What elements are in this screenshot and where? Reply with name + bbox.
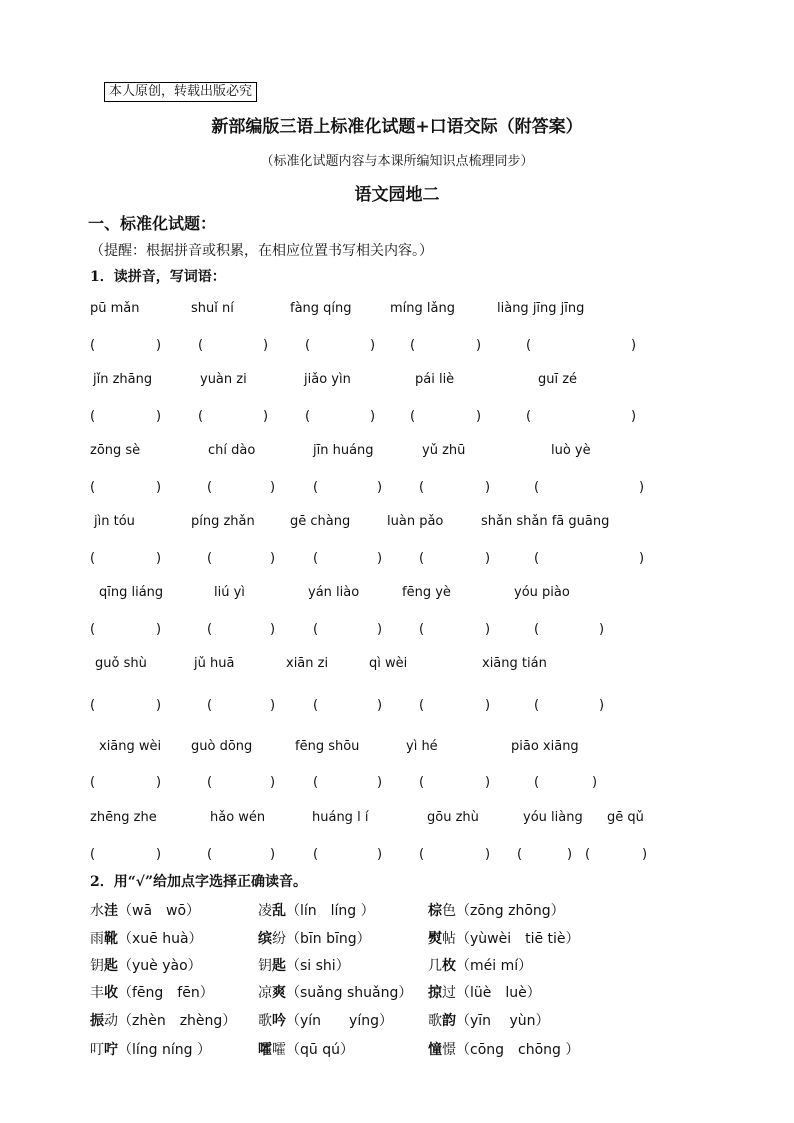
reading-options: （lüè luè） [456,985,541,1001]
answer-bracket-open: ( [585,847,591,862]
word-char: 叮 [90,1042,104,1058]
dotted-char: 匙 [272,958,286,974]
word-char: 歌 [258,1013,272,1029]
answer-bracket-open: ( [313,551,319,566]
pinyin-prompt: guǒ shù [95,656,147,671]
answer-bracket-close: ) [270,622,276,637]
word-item [258,900,375,920]
answer-bracket-open: ( [207,847,213,862]
pinyin-prompt: guī zé [538,372,578,387]
word-char: 动 [104,1013,118,1029]
answer-bracket-close: ) [377,847,383,862]
word-char: 丰 [90,985,104,1001]
word-item [90,1010,236,1030]
word-item [258,1010,393,1030]
answer-bracket-close: ) [485,847,491,862]
answer-bracket-close: ) [156,551,162,566]
pinyin-prompt: pū mǎn [90,301,140,316]
pinyin-prompt: xiāng tián [482,656,547,671]
answer-bracket-close: ) [377,698,383,713]
word-item [428,955,532,975]
answer-bracket-close: ) [377,775,383,790]
dotted-char: 咛 [104,1042,118,1058]
dotted-char: 收 [104,985,118,1001]
answer-bracket-open: ( [313,622,319,637]
dotted-char: 韵 [442,1013,456,1029]
question-1-label: 1．读拼音，写词语： [90,269,226,285]
answer-bracket-open: ( [90,338,96,353]
dotted-char: 匙 [104,958,118,974]
reading-options: （zōng zhōng） [456,903,565,919]
answer-bracket-open: ( [419,847,425,862]
answer-bracket-open: ( [90,847,96,862]
pinyin-prompt: luàn pǎo [387,514,444,529]
answer-bracket-close: ) [567,847,573,862]
dotted-char: 吟 [272,1013,286,1029]
answer-bracket-open: ( [313,847,319,862]
word-char: 帖 [442,931,456,947]
answer-bracket-open: ( [313,480,319,495]
dotted-char: 爽 [272,985,286,1001]
pinyin-prompt: gē qǔ [607,810,644,825]
word-char: 钥 [258,958,272,974]
reading-options: （qū qú） [286,1042,354,1058]
answer-bracket-open: ( [517,847,523,862]
word-item [258,982,412,1002]
pinyin-prompt: gē chàng [290,514,351,529]
pinyin-prompt: zōng sè [90,443,141,458]
word-item [90,955,202,975]
pinyin-prompt: qīng liáng [99,585,164,600]
pinyin-prompt: gōu zhù [427,810,479,825]
word-item [90,928,203,948]
answer-bracket-open: ( [534,480,540,495]
reading-options: （yín yíng） [286,1013,393,1029]
dotted-char: 乱 [272,903,286,919]
pinyin-prompt: yán liào [308,585,360,600]
word-char: 水 [90,903,104,919]
pinyin-prompt: yuàn zi [200,372,247,387]
dotted-char: 掠 [428,985,442,1001]
answer-bracket-open: ( [90,622,96,637]
answer-bracket-close: ) [485,551,491,566]
answer-bracket-open: ( [526,409,532,424]
word-item [258,1039,354,1059]
reading-options: （wā wō） [118,903,201,919]
word-item [428,928,580,948]
answer-bracket-open: ( [305,409,311,424]
unit-title: 语文园地二 [354,185,440,205]
word-char: 凉 [258,985,272,1001]
word-item [90,982,214,1002]
word-char: 歌 [428,1013,442,1029]
word-char: 纷 [272,931,286,947]
section-tip: （提醒：根据拼音或积累，在相应位置书写相关内容。） [90,243,433,259]
page-title: 新部编版三语上标准化试题+口语交际（附答案） [211,117,583,137]
answer-bracket-close: ) [156,698,162,713]
dotted-char: 熨 [428,931,442,947]
pinyin-prompt: shǎn shǎn fā guāng [481,514,610,529]
answer-bracket-open: ( [90,551,96,566]
answer-bracket-open: ( [198,338,204,353]
word-item [428,900,565,920]
word-item [428,982,541,1002]
answer-bracket-close: ) [599,622,605,637]
section-heading: 一、标准化试题： [88,214,217,233]
copyright-stamp: 本人原创，转载出版必究 [104,82,257,102]
answer-bracket-open: ( [207,698,213,713]
reading-options: （zhèn zhèng） [118,1013,237,1029]
reading-options: （suǎng shuǎng） [286,985,413,1001]
reading-options: （yùwèi tiē tiè） [456,931,580,947]
dotted-char: 缤 [258,931,272,947]
answer-bracket-close: ) [639,480,645,495]
pinyin-prompt: guò dōng [191,739,253,754]
answer-bracket-open: ( [534,622,540,637]
answer-bracket-open: ( [419,775,425,790]
answer-bracket-close: ) [270,480,276,495]
word-char: 凌 [258,903,272,919]
answer-bracket-open: ( [207,551,213,566]
answer-bracket-open: ( [90,775,96,790]
word-char: 嚯 [272,1042,286,1058]
answer-bracket-close: ) [377,480,383,495]
pinyin-prompt: piāo xiāng [511,739,579,754]
pinyin-prompt: hǎo wén [210,810,266,825]
reading-options: （si shi） [286,958,350,974]
answer-bracket-open: ( [313,698,319,713]
answer-bracket-close: ) [270,551,276,566]
answer-bracket-close: ) [156,480,162,495]
answer-bracket-open: ( [207,480,213,495]
pinyin-prompt: míng lǎng [390,301,455,316]
answer-bracket-close: ) [156,409,162,424]
answer-bracket-open: ( [419,551,425,566]
answer-bracket-close: ) [377,622,383,637]
pinyin-prompt: xiāng wèi [99,739,162,754]
answer-bracket-open: ( [419,698,425,713]
pinyin-prompt: luò yè [551,443,591,458]
answer-bracket-open: ( [410,338,416,353]
answer-bracket-close: ) [476,409,482,424]
answer-bracket-close: ) [370,409,376,424]
question-2-label: 2．用“√”给加点字选择正确读音。 [90,874,308,890]
pinyin-prompt: huáng l í [312,810,369,825]
reading-options: （fēng fēn） [118,985,214,1001]
answer-bracket-close: ) [156,338,162,353]
dotted-char: 棕 [428,903,442,919]
word-item [258,928,371,948]
answer-bracket-close: ) [599,698,605,713]
answer-bracket-open: ( [419,480,425,495]
word-char: 色 [442,903,456,919]
pinyin-prompt: fēng shōu [295,739,360,754]
answer-bracket-close: ) [485,775,491,790]
answer-bracket-open: ( [410,409,416,424]
dotted-char: 靴 [104,931,118,947]
answer-bracket-close: ) [485,698,491,713]
answer-bracket-open: ( [534,775,540,790]
dotted-char: 憧 [428,1042,442,1058]
answer-bracket-close: ) [263,338,269,353]
page-subtitle: （标准化试题内容与本课所编知识点梳理同步） [260,154,534,169]
answer-bracket-close: ) [156,847,162,862]
answer-bracket-open: ( [305,338,311,353]
reading-options: （xuē huà） [118,931,203,947]
answer-bracket-open: ( [534,698,540,713]
answer-bracket-open: ( [526,338,532,353]
pinyin-prompt: fēng yè [402,585,451,600]
pinyin-prompt: píng zhǎn [191,514,255,529]
answer-bracket-close: ) [485,480,491,495]
answer-bracket-open: ( [90,480,96,495]
pinyin-prompt: liàng jīng jīng [497,301,585,316]
word-item [90,1039,211,1059]
answer-bracket-close: ) [377,551,383,566]
word-item [428,1010,550,1030]
word-item [90,900,200,920]
pinyin-prompt: chí dào [208,443,256,458]
dotted-char: 振 [90,1013,104,1029]
pinyin-prompt: jìn tóu [94,514,135,529]
reading-options: （lín líng ） [286,903,375,919]
pinyin-prompt: yóu piào [514,585,570,600]
answer-bracket-open: ( [207,622,213,637]
answer-bracket-open: ( [419,622,425,637]
word-char: 憬 [442,1042,456,1058]
pinyin-prompt: qì wèi [369,656,408,671]
reading-options: （yuè yào） [118,958,202,974]
dotted-char: 枚 [442,958,456,974]
answer-bracket-open: ( [198,409,204,424]
reading-options: （líng níng ） [118,1042,211,1058]
pinyin-prompt: yǔ zhū [422,443,466,458]
reading-options: （méi mí） [456,958,533,974]
answer-bracket-open: ( [313,775,319,790]
pinyin-prompt: fàng qíng [290,301,352,316]
word-char: 雨 [90,931,104,947]
word-char: 过 [442,985,456,1001]
answer-bracket-close: ) [156,622,162,637]
answer-bracket-open: ( [207,775,213,790]
word-char: 钥 [90,958,104,974]
pinyin-prompt: jiǎo yìn [304,372,351,387]
answer-bracket-close: ) [485,622,491,637]
answer-bracket-close: ) [263,409,269,424]
answer-bracket-close: ) [631,409,637,424]
answer-bracket-open: ( [534,551,540,566]
dotted-char: 嚯 [258,1042,272,1058]
word-item [428,1039,579,1059]
answer-bracket-close: ) [270,698,276,713]
pinyin-prompt: pái liè [415,372,455,387]
word-char: 几 [428,958,442,974]
answer-bracket-close: ) [631,338,637,353]
answer-bracket-close: ) [639,551,645,566]
pinyin-prompt: xiān zi [286,656,329,671]
pinyin-prompt: jǐn zhāng [93,372,153,387]
answer-bracket-close: ) [156,775,162,790]
pinyin-prompt: jǔ huā [194,656,235,671]
pinyin-prompt: yì hé [406,739,438,754]
word-item [258,955,350,975]
pinyin-prompt: shuǐ ní [191,301,234,316]
pinyin-prompt: zhēng zhe [90,810,157,825]
answer-bracket-close: ) [476,338,482,353]
reading-options: （cōng chōng ） [456,1042,580,1058]
answer-bracket-open: ( [90,698,96,713]
answer-bracket-close: ) [270,847,276,862]
pinyin-prompt: jīn huáng [313,443,374,458]
answer-bracket-close: ) [592,775,598,790]
reading-options: （bīn bīng） [286,931,371,947]
answer-bracket-close: ) [370,338,376,353]
pinyin-prompt: liú yì [214,585,245,600]
answer-bracket-open: ( [90,409,96,424]
answer-bracket-close: ) [642,847,648,862]
answer-bracket-close: ) [270,775,276,790]
dotted-char: 洼 [104,903,118,919]
reading-options: （yīn yùn） [456,1013,550,1029]
pinyin-prompt: yóu liàng [523,810,583,825]
